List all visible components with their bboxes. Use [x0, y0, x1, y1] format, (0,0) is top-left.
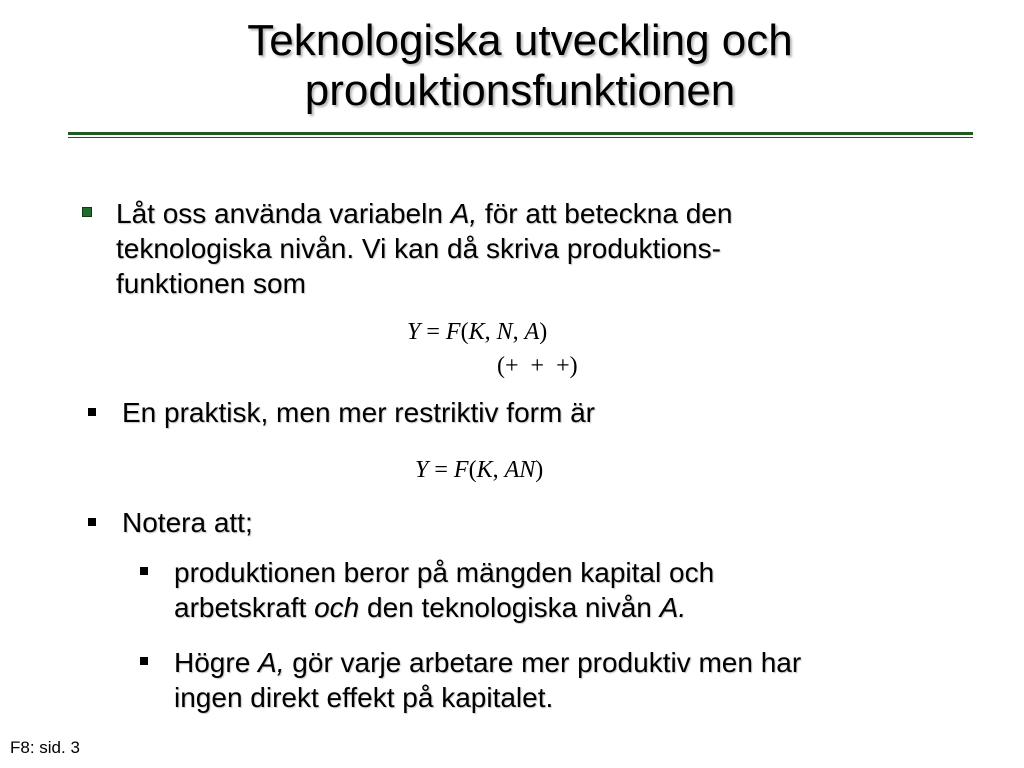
bullet-1-line2: teknologiska nivån. Vi kan då skriva produktions-	[116, 233, 721, 264]
slide-title-line1: Teknologiska utveckling och	[247, 16, 793, 65]
formula-paren-open: (	[460, 319, 469, 345]
page-number: F8: sid. 3	[10, 738, 80, 757]
formula-comma: ,	[492, 457, 505, 483]
bullet-1-text-cont: för att beteckna den	[477, 198, 733, 229]
formula-a: A	[524, 319, 540, 345]
bullet-2: En praktisk, men mer restriktiv form är	[122, 397, 595, 428]
variable-a: A,	[450, 198, 478, 229]
variable-a: A.	[659, 592, 687, 623]
sub-bullet-1	[174, 555, 714, 625]
variable-a: A,	[258, 647, 285, 678]
formula-paren-close: )	[535, 457, 544, 483]
bullet-1-text: Låt oss använda variabeln	[116, 198, 451, 229]
sub-bullet-square-icon	[140, 567, 148, 575]
title-underline-thin	[68, 137, 973, 138]
formula-restrictive-form	[415, 456, 543, 484]
formula-n: N	[496, 319, 513, 345]
formula-f: F	[453, 457, 469, 483]
formula-y: Y	[415, 457, 429, 483]
sub-bullet-square-icon	[140, 657, 148, 665]
formula-equals: =	[420, 319, 446, 345]
formula-production-function	[407, 318, 547, 346]
sub-bullet-1-line2-cont: den teknologiska nivån	[359, 592, 660, 623]
slide-title-line2: produktionsfunktionen	[304, 66, 736, 115]
title-underline-thick	[68, 132, 973, 135]
bullet-square-icon	[88, 408, 96, 416]
bullet-1	[116, 196, 732, 301]
bullet-square-icon	[82, 207, 92, 217]
sub-bullet-1-line1: produktionen beror på mängden kapital och	[174, 557, 715, 588]
formula-equals: =	[428, 457, 454, 483]
sub-bullet-2-line2: ingen direkt effekt på kapitalet.	[174, 682, 554, 713]
sub-bullet-2-text-cont: gör varje arbetare mer produktiv men har	[284, 647, 802, 678]
formula-y: Y	[407, 319, 421, 345]
sub-bullet-1-line2: arbetskraft	[174, 592, 315, 623]
italic-och: och	[314, 592, 360, 623]
formula-comma: ,	[484, 319, 497, 345]
formula-k: K	[468, 319, 485, 345]
formula-signs: (+ + +)	[497, 353, 578, 379]
formula-an: AN	[504, 457, 536, 483]
formula-k: K	[476, 457, 493, 483]
sub-bullet-2	[174, 645, 801, 715]
formula-f: F	[445, 319, 461, 345]
bullet-1-line3: funktionen som	[116, 268, 306, 299]
bullet-square-icon	[88, 518, 96, 526]
formula-comma: ,	[512, 319, 525, 345]
sub-bullet-2-text: Högre	[174, 647, 259, 678]
slide-title	[60, 16, 980, 116]
formula-paren-open: (	[468, 457, 477, 483]
formula-paren-close: )	[539, 319, 548, 345]
bullet-3: Notera att;	[122, 507, 253, 538]
